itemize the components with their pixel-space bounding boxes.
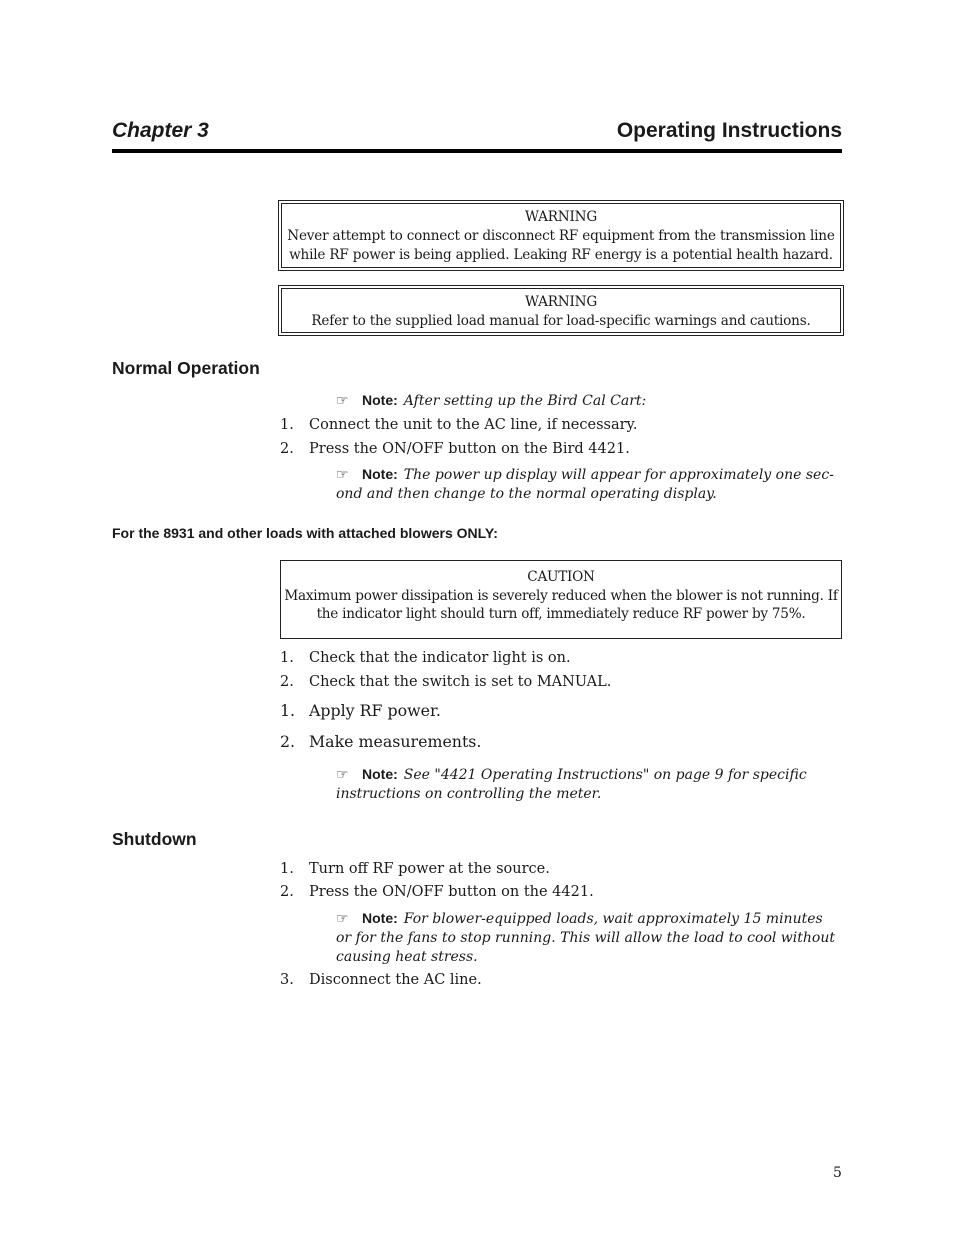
section-heading-shutdown: Shutdown (112, 829, 197, 849)
step-text: Check that the switch is set to MANUAL. (309, 674, 612, 690)
step-number: 2. (280, 441, 294, 457)
step-text: Press the ON/OFF button on the Bird 4421. (309, 441, 630, 457)
warning-label: WARNING (525, 294, 597, 310)
section-heading-normal-operation: Normal Operation (112, 358, 260, 378)
step-number: 2. (280, 674, 294, 690)
note-power-up-display (336, 465, 842, 504)
chapter-label: Chapter 3 (112, 119, 209, 142)
list-item (280, 672, 611, 692)
warning-label: WARNING (525, 209, 597, 225)
step-number: 1. (280, 650, 294, 666)
caution-box (280, 560, 842, 639)
list-item (280, 701, 441, 721)
note-text: For blower-equipped loads, wait approximately 15 minutes (403, 911, 823, 927)
note-label: Note: (362, 910, 398, 926)
list-item (280, 648, 571, 668)
step-number: 2. (280, 732, 296, 751)
note-after-setup (336, 391, 842, 411)
note-text: instructions on controlling the meter. (336, 786, 602, 802)
note-text: After setting up the Bird Cal Cart: (403, 393, 647, 409)
note-text: The power up display will appear for approximately one sec- (403, 467, 834, 483)
subsection-heading-blowers: For the 8931 and other loads with attached blowers ONLY: (112, 525, 498, 541)
note-label: Note: (362, 766, 398, 782)
step-text: Connect the unit to the AC line, if necessary. (309, 417, 638, 433)
step-text: Make measurements. (309, 732, 482, 751)
step-number: 1. (280, 861, 294, 877)
pointing-hand-icon: ☞ (336, 767, 349, 783)
caution-text-line: the indicator light should turn off, immediately reduce RF power by 75%. (316, 606, 806, 622)
pointing-hand-icon: ☞ (336, 393, 349, 409)
warning-text-line: while RF power is being applied. Leaking RF energy is a potential health hazard. (289, 247, 833, 263)
warning-box-transmission (278, 200, 844, 271)
warning-box-load-manual (278, 285, 844, 336)
note-blower-cooldown (336, 909, 842, 967)
list-item (280, 970, 482, 990)
list-item (280, 415, 637, 435)
list-item (280, 859, 550, 879)
step-number: 3. (280, 972, 294, 988)
step-text: Turn off RF power at the source. (309, 861, 550, 877)
step-text: Press the ON/OFF button on the 4421. (309, 884, 594, 900)
pointing-hand-icon: ☞ (336, 911, 349, 927)
step-number: 1. (280, 701, 296, 720)
step-text: Apply RF power. (309, 701, 441, 720)
page-title: Operating Instructions (616, 119, 842, 142)
note-text: See "4421 Operating Instructions" on page 9 for specific (403, 767, 807, 783)
list-item (280, 732, 481, 752)
note-label: Note: (362, 466, 398, 482)
caution-label: CAUTION (527, 569, 595, 585)
step-text: Check that the indicator light is on. (309, 650, 571, 666)
step-text: Disconnect the AC line. (309, 972, 482, 988)
step-number: 1. (280, 417, 294, 433)
list-item (280, 882, 594, 902)
warning-text-line: Refer to the supplied load manual for load-specific warnings and cautions. (311, 313, 811, 329)
note-text: causing heat stress. (336, 949, 478, 965)
note-text: ond and then change to the normal operating display. (336, 486, 717, 502)
caution-text-line: Maximum power dissipation is severely reduced when the blower is not running. If (284, 587, 838, 604)
header-rule (112, 149, 842, 153)
pointing-hand-icon: ☞ (336, 467, 349, 483)
note-label: Note: (362, 392, 398, 408)
page-number: 5 (833, 1165, 842, 1181)
note-text: or for the fans to stop running. This will allow the load to cool without (336, 930, 835, 946)
note-see-instructions (336, 765, 842, 804)
step-number: 2. (280, 884, 294, 900)
warning-text-line: Never attempt to connect or disconnect RF equipment from the transmission line (287, 228, 835, 244)
list-item (280, 439, 630, 459)
